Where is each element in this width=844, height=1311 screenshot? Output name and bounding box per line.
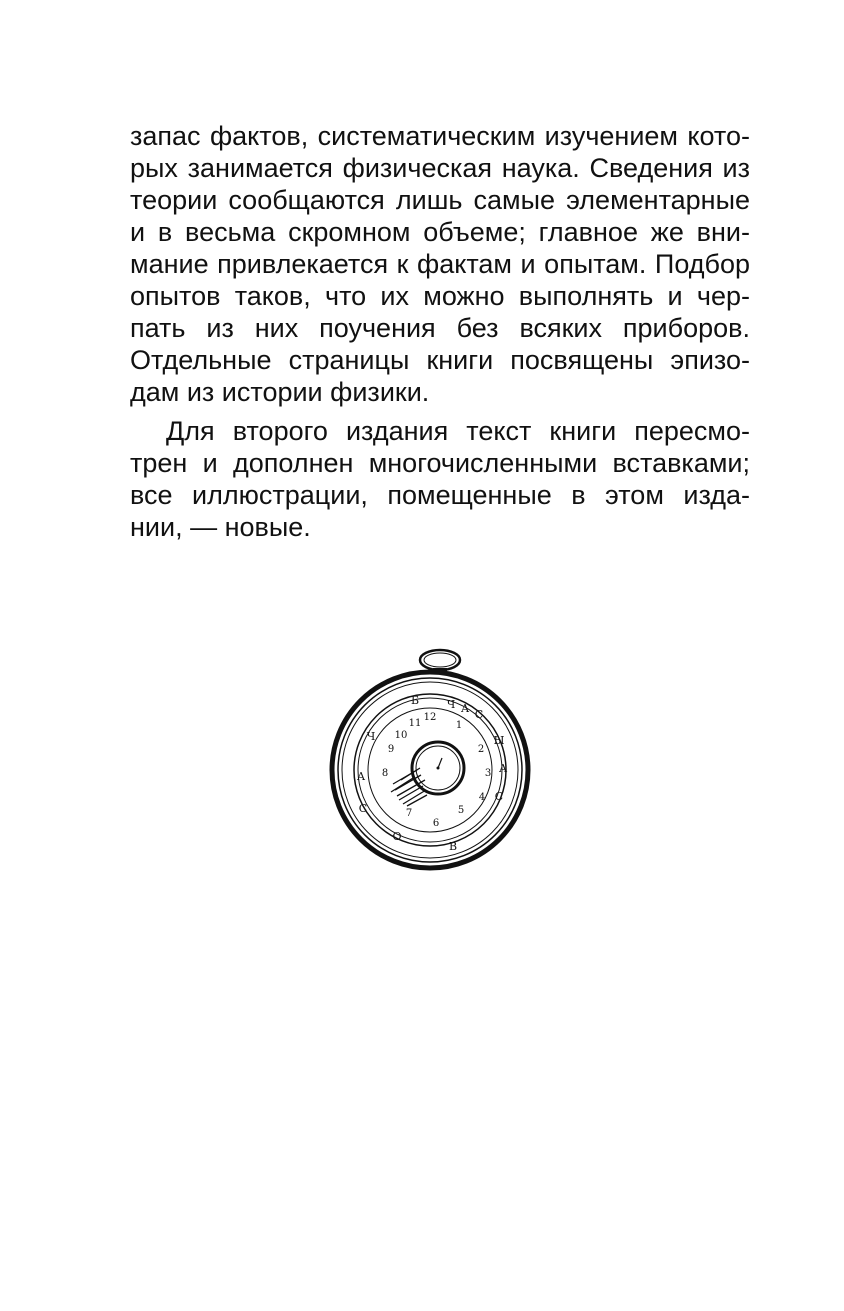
ring-letter: А bbox=[460, 702, 470, 715]
ring-letter: Ы bbox=[493, 734, 505, 747]
ring-letter: С bbox=[474, 708, 484, 721]
ring-letter: Ч bbox=[446, 698, 456, 711]
text-line: мание привлекается к фактам и опытам. Подбор bbox=[130, 249, 750, 279]
text-line: трен и дополнен многочисленными вставками; bbox=[130, 448, 750, 478]
ring-letter: А bbox=[356, 770, 366, 783]
body-text bbox=[130, 120, 750, 543]
text-line: Для второго издания текст книги пересмо- bbox=[166, 416, 750, 446]
ring-letter: О bbox=[392, 830, 402, 843]
text-line: Отдельные страницы книги посвящены эпизо- bbox=[130, 345, 750, 375]
ring-letter: С bbox=[494, 790, 504, 803]
dial-number: 6 bbox=[432, 818, 440, 829]
text-line: пать из них поучения без всяких приборов. bbox=[130, 313, 750, 343]
dial-number: 7 bbox=[405, 808, 413, 819]
ring-letter: С bbox=[358, 802, 368, 815]
pocket-watch-compass-icon bbox=[325, 640, 535, 880]
text-line: и в весьма скромном объеме; главное же вни- bbox=[130, 217, 750, 247]
dial-number: 9 bbox=[387, 744, 395, 755]
dial-number: 12 bbox=[423, 712, 437, 723]
text-line: запас фактов, систематическим изучением кото- bbox=[130, 121, 750, 151]
dial-number: 5 bbox=[457, 805, 465, 816]
ring-letter: Б bbox=[410, 694, 420, 707]
text-line: опытов таков, что их можно выполнять и чер- bbox=[130, 281, 750, 311]
dial-number: 2 bbox=[477, 744, 485, 755]
ring-letter: В bbox=[448, 840, 458, 853]
dial-number: 11 bbox=[408, 718, 422, 729]
text-line: нии, — новые. bbox=[130, 512, 311, 542]
text-line: все иллюстрации, помещенные в этом изда- bbox=[130, 480, 750, 510]
dial-number: 8 bbox=[381, 768, 389, 779]
paragraph bbox=[130, 415, 750, 543]
dial-number: 4 bbox=[478, 792, 486, 803]
paragraph bbox=[130, 120, 750, 408]
text-line: дам из истории физики. bbox=[130, 377, 430, 407]
dial-number: 10 bbox=[394, 730, 408, 741]
ring-letter: А bbox=[498, 762, 508, 775]
ring-letter: Ч bbox=[366, 730, 376, 743]
dial-number: 1 bbox=[455, 720, 463, 731]
text-line: теории сообщаются лишь самые элементарные bbox=[130, 185, 750, 215]
paragraph-gap bbox=[130, 408, 750, 415]
dial-number: 3 bbox=[484, 768, 492, 779]
text-line: рых занимается физическая наука. Сведения из bbox=[130, 153, 750, 183]
